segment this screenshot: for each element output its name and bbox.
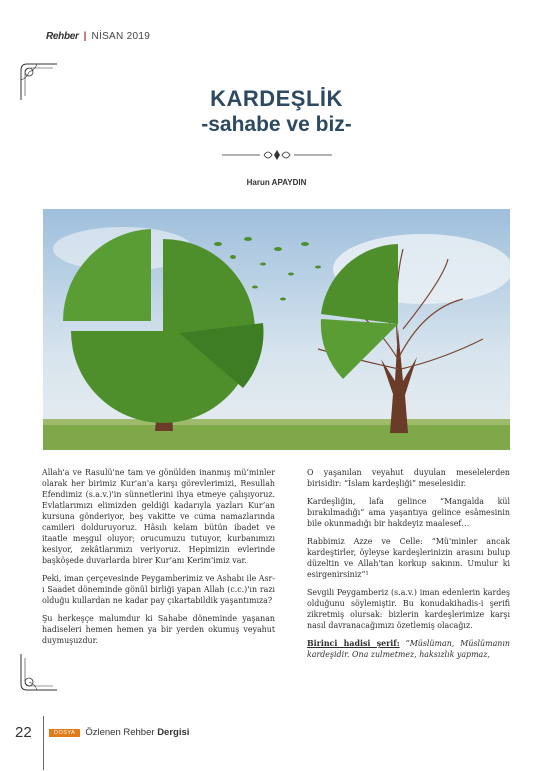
paragraph: Sevgili Peygamberiz (s.a.v.) iman edenlerin kardeş olduğunu söylemiştir. Bu konudakihadis-i şerifi zikretmiş olursak: bizlerin kardeşlerimize karşı nasıl davranacağımızı özetlemiş olacağız. bbox=[307, 588, 510, 630]
magazine-name-text: Özlenen Rehber bbox=[85, 727, 155, 738]
body-left-column bbox=[42, 467, 275, 653]
page-number: 22 bbox=[15, 724, 32, 741]
paragraph: Peki, iman çerçevesinde Peygamberimiz ve Ashabı ile Asr-ı Saadet döneminde gönül birliği yapan Allah (c.c.)'ın razı olduğu kullardan ne kadar pay çıkartabildik yaşantımıza? bbox=[42, 574, 275, 605]
trees-photo bbox=[43, 209, 510, 450]
hadith-label: Birinci hadisi şerif: bbox=[307, 639, 400, 648]
divider-ornament-icon bbox=[222, 148, 332, 162]
header-brand: Rehber bbox=[46, 31, 79, 42]
hadith-quote: “Müslüman, Müslümanın kardeşidir. Ona zulmetmez, haksızlık yapmaz, bbox=[307, 639, 510, 659]
magazine-name bbox=[85, 727, 189, 738]
header-issue: NİSAN 2019 bbox=[91, 31, 151, 42]
body-right-column bbox=[307, 467, 510, 667]
paragraph: Allah'a ve Rasulü'ne tam ve gönülden inanmış mü’minler olarak her birimiz Kur'an'a karşı görevlerimizi, Resullah Efendimiz (s.a.v.)'in sünnetlerini ihya etmeye çalışıyoruz. Evlatlarımızı elimizden geldiği kadarıyla yazları Kur’an kursuna gönderiyor, beş vakitte ve cuma namazlarında camileri dolduruyoruz. Hâsılı kelam bütün ibadet ve itaatle meşgul oluyor; orucumuzu tutuyor, kurbanımızı kesiyor, zekâtlarımızı veriyoruz. Hepimizin evlerinde başköşede duvarlarda birer Kur’anı Kerim'imiz var. bbox=[42, 468, 275, 565]
article-title: KARDEŞLİK bbox=[210, 86, 343, 111]
paragraph: Kardeşliğin, lafa gelince “Mangalda kül bırakılmadığı” ama yaşantıya gelince esâmesinin bile okunmadığı bir hakdeyiz maalesef… bbox=[307, 497, 510, 528]
magazine-suffix: Dergisi bbox=[157, 727, 190, 738]
corner-ornament-icon bbox=[17, 650, 61, 694]
article-author: Harun APAYDIN bbox=[246, 178, 307, 187]
page-header bbox=[46, 31, 150, 42]
section-badge: DOSYA bbox=[49, 729, 80, 737]
article-subtitle: -sahabe ve biz- bbox=[201, 113, 352, 136]
paragraph: Şu herkeşçe malumdur ki Sahabe döneminde yaşanan hadiseleri hemen hemen ya bir yerden okumuş veyahut duymuşuzdur. bbox=[42, 614, 275, 645]
header-separator: | bbox=[83, 31, 87, 42]
paragraph: O yaşanılan veyahut duyulan meselelerden birisidir: “İslam kardeşliği” meselesidir. bbox=[307, 468, 510, 488]
paragraph: Rabbimiz Azze ve Celle: “Mü'minler ancak kardeştirler, öyleyse kardeşlerinizin arasını bulup düzeltin ve Allah'tan korkup sakının. Umulur ki esirgenirsiniz”¹ bbox=[307, 537, 510, 579]
page-footer bbox=[15, 724, 189, 741]
paragraph bbox=[307, 638, 510, 660]
